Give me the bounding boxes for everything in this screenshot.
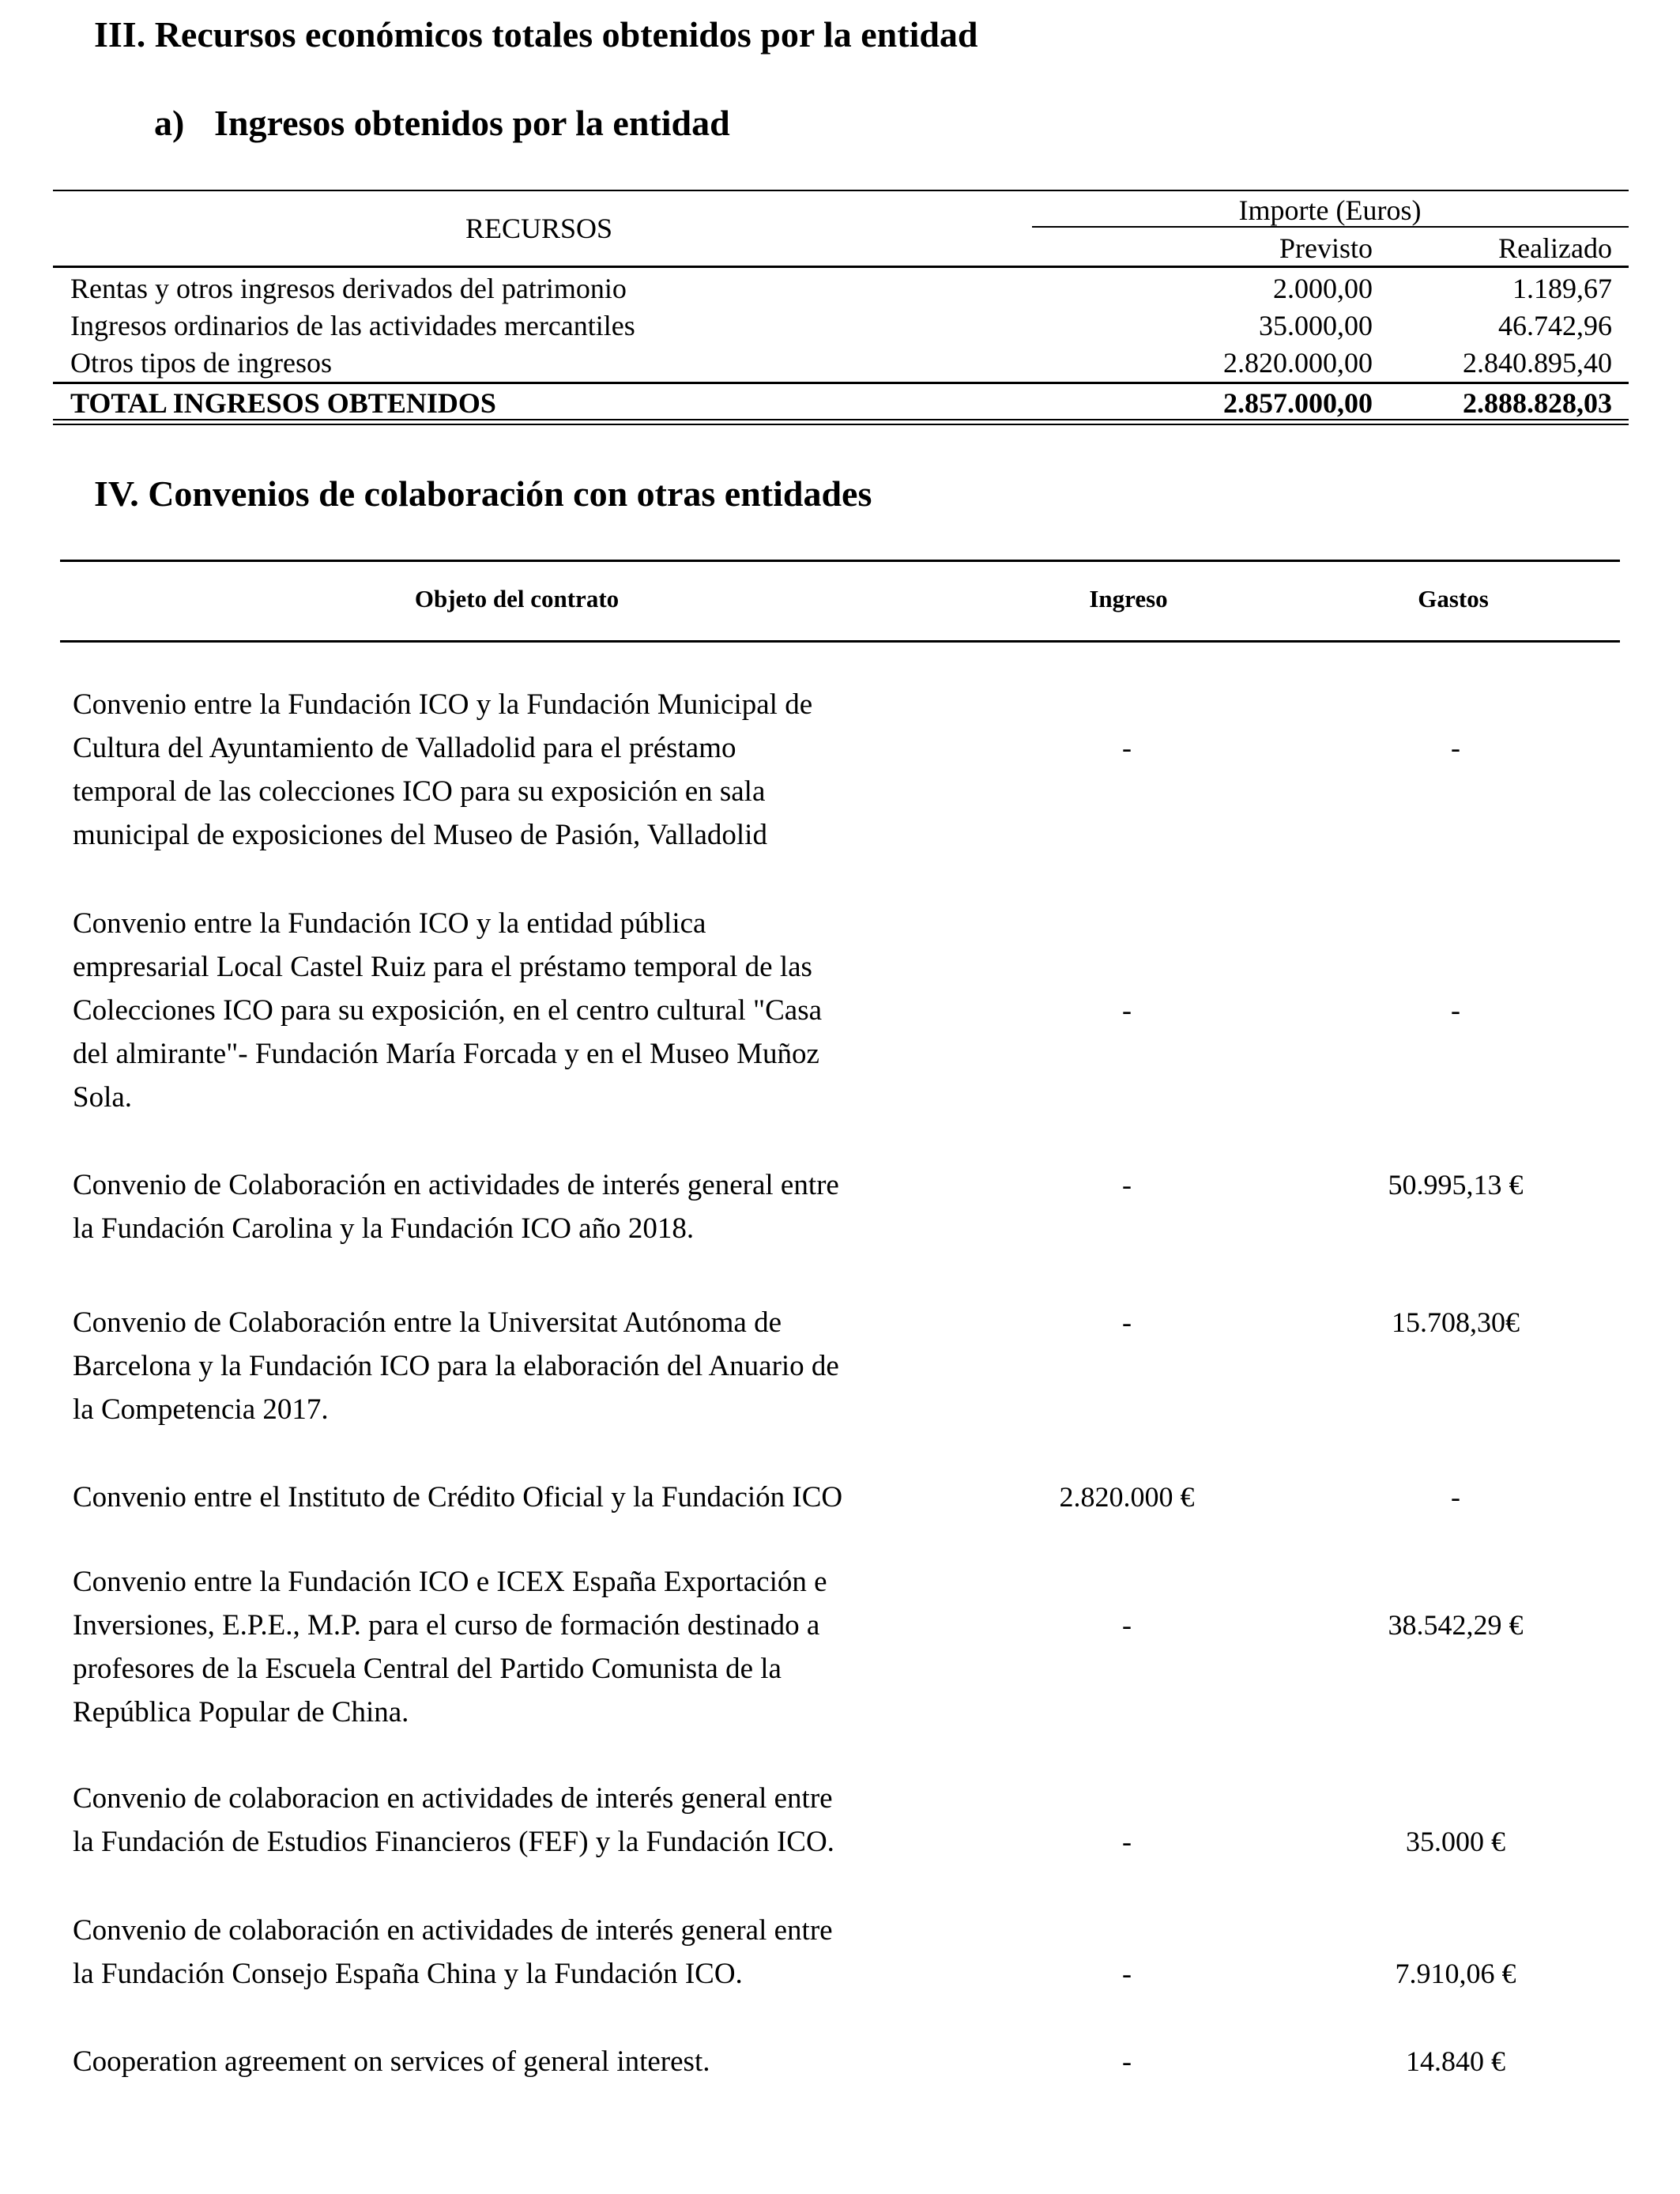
row-label: Ingresos ordinarios de las actividades mercantiles: [70, 310, 635, 341]
row-ingreso: -: [1122, 2045, 1132, 2077]
bottom-double-rule-1: [53, 419, 1629, 420]
row-ingreso: -: [1122, 1306, 1132, 1338]
row-ingreso: -: [1122, 1169, 1132, 1201]
table-top-rule: [60, 560, 1620, 562]
row-ingreso: -: [1122, 1609, 1132, 1641]
row-ingreso: 2.820.000 €: [1059, 1481, 1195, 1513]
col-objeto: Objeto del contrato: [414, 585, 620, 613]
total-label: TOTAL INGRESOS OBTENIDOS: [70, 387, 496, 419]
table-top-rule: [53, 190, 1629, 191]
col-recursos: RECURSOS: [465, 213, 613, 244]
row-realizado: 46.742,96: [1498, 310, 1612, 341]
header-bottom-rule: [60, 640, 1620, 643]
contract-object-line: Convenio entre la Fundación ICO e ICEX España Exportación e: [73, 1566, 827, 1598]
contract-object-line: Cooperation agreement on services of general interest.: [73, 2045, 710, 2078]
total-realizado: 2.888.828,03: [1463, 387, 1612, 419]
contract-object-line: Colecciones ICO para su exposición, en el centro cultural "Casa: [73, 994, 823, 1027]
contract-object-line: Convenio de colaboración en actividades de interés general entre: [73, 1914, 833, 1947]
contract-object-line: Barcelona y la Fundación ICO para la elaboración del Anuario de: [73, 1350, 839, 1382]
row-ingreso: -: [1122, 1826, 1132, 1857]
contract-object: [73, 1301, 839, 1431]
row-ingreso: -: [1122, 1958, 1132, 1989]
row-gastos: -: [1451, 994, 1460, 1026]
total-top-rule: [53, 382, 1629, 384]
section-4-title: IV. Convenios de colaboración con otras entidades: [94, 473, 872, 514]
row-gastos: 14.840 €: [1406, 2045, 1505, 2077]
contract-object-line: Inversiones, E.P.E., M.P. para el curso de formación destinado a: [73, 1609, 820, 1642]
row-previsto: 2.000,00: [1273, 273, 1373, 304]
row-realizado: 1.189,67: [1512, 273, 1612, 304]
contract-object-line: Convenio de Colaboración entre la Universitat Autónoma de: [73, 1306, 782, 1339]
col-previsto: Previsto: [1279, 232, 1373, 264]
contract-object: [73, 1476, 842, 1519]
contract-object: [73, 1909, 833, 1996]
contract-object-line: Cultura del Ayuntamiento de Valladolid para el préstamo: [73, 732, 736, 764]
row-label: Otros tipos de ingresos: [70, 347, 332, 379]
contract-object-line: la Competencia 2017.: [73, 1393, 329, 1426]
row-ingreso: -: [1122, 994, 1132, 1026]
contract-object: [73, 2040, 710, 2083]
col-gastos: Gastos: [1418, 585, 1489, 613]
header-bottom-rule: [53, 266, 1629, 268]
contract-object-line: municipal de exposiciones del Museo de Pasión, Valladolid: [73, 819, 767, 851]
contract-object-line: Convenio de Colaboración en actividades de interés general entre: [73, 1169, 839, 1201]
contract-object-line: Convenio entre la Fundación ICO y la entidad pública: [73, 907, 706, 940]
importe-rule: [1032, 226, 1629, 228]
row-realizado: 2.840.895,40: [1463, 347, 1612, 379]
row-gastos: 38.542,29 €: [1388, 1609, 1524, 1641]
total-previsto: 2.857.000,00: [1223, 387, 1373, 419]
col-ingreso: Ingreso: [1089, 585, 1168, 613]
contract-object-line: profesores de la Escuela Central del Partido Comunista de la: [73, 1653, 782, 1685]
contract-object-line: Convenio de colaboracion en actividades de interés general entre: [73, 1782, 833, 1815]
row-gastos: 7.910,06 €: [1395, 1958, 1516, 1989]
contract-object-line: del almirante"- Fundación María Forcada y en el Museo Muñoz: [73, 1038, 819, 1070]
col-realizado: Realizado: [1498, 232, 1612, 264]
bottom-double-rule-2: [53, 424, 1629, 425]
row-gastos: -: [1451, 1481, 1460, 1513]
row-previsto: 35.000,00: [1259, 310, 1373, 341]
row-gastos: -: [1451, 732, 1460, 763]
row-gastos: 15.708,30€: [1392, 1306, 1520, 1338]
row-previsto: 2.820.000,00: [1223, 347, 1373, 379]
contract-object: [73, 1777, 834, 1864]
subsection-marker: a): [154, 103, 185, 143]
section-3-title: III. Recursos económicos totales obtenidos por la entidad: [94, 14, 978, 55]
col-importe: Importe (Euros): [1238, 194, 1422, 226]
subsection-title: Ingresos obtenidos por la entidad: [214, 103, 730, 143]
row-gastos: 50.995,13 €: [1388, 1169, 1524, 1201]
row-ingreso: -: [1122, 732, 1132, 763]
contract-object-line: empresarial Local Castel Ruiz para el préstamo temporal de las: [73, 951, 812, 983]
contract-object-line: la Fundación de Estudios Financieros (FEF) y la Fundación ICO.: [73, 1826, 834, 1858]
contract-object: [73, 683, 812, 857]
contract-object-line: Sola.: [73, 1081, 133, 1114]
contract-object-line: temporal de las colecciones ICO para su exposición en sala: [73, 775, 766, 808]
contract-object: [73, 1163, 839, 1250]
contract-object: [73, 902, 822, 1119]
contract-object-line: Convenio entre la Fundación ICO y la Fundación Municipal de: [73, 688, 813, 721]
contract-object-line: Convenio entre el Instituto de Crédito Oficial y la Fundación ICO: [73, 1481, 843, 1514]
row-gastos: 35.000 €: [1406, 1826, 1505, 1857]
contract-object: [73, 1560, 827, 1734]
contract-object-line: la Fundación Consejo España China y la Fundación ICO.: [73, 1958, 743, 1990]
row-label: Rentas y otros ingresos derivados del patrimonio: [70, 273, 627, 304]
contract-object-line: la Fundación Carolina y la Fundación ICO año 2018.: [73, 1212, 695, 1245]
contract-object-line: República Popular de China.: [73, 1696, 409, 1728]
